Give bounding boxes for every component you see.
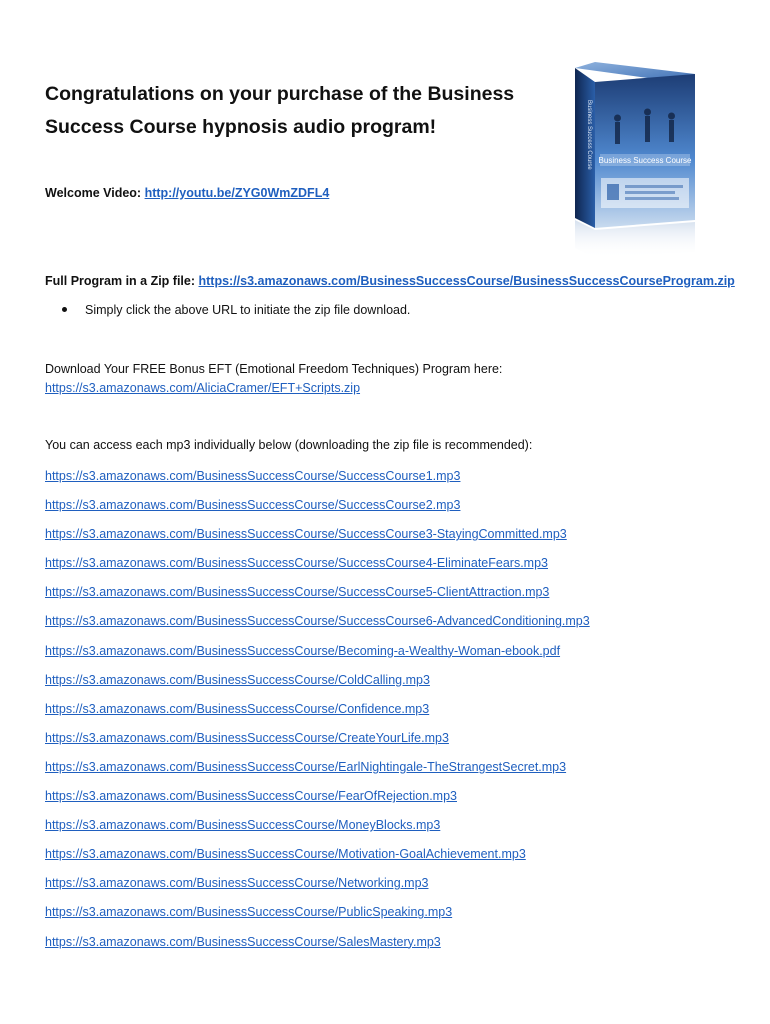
box-front-title: Business Success Course (598, 156, 692, 165)
title-line-1: Congratulations on your purchase of the Business (45, 83, 515, 105)
mp3-link[interactable]: https://s3.amazonaws.com/BusinessSuccessCourse/FearOfRejection.mp3 (45, 789, 457, 804)
welcome-video-label: Welcome Video: (45, 186, 145, 200)
mp3-link[interactable]: https://s3.amazonaws.com/BusinessSuccessCourse/SalesMastery.mp3 (45, 934, 441, 949)
mp3-link[interactable]: https://s3.amazonaws.com/BusinessSuccessCourse/SuccessCourse1.mp3 (45, 469, 461, 483)
product-box-image (545, 60, 710, 260)
mp3-link[interactable]: https://s3.amazonaws.com/BusinessSuccessCourse/PublicSpeaking.mp3 (45, 905, 453, 920)
mp3-link[interactable]: https://s3.amazonaws.com/BusinessSuccessCourse/CreateYourLife.mp3 (45, 730, 449, 745)
welcome-video-link[interactable]: http://youtu.be/ZYG0WmZDFL4 (144, 186, 330, 200)
welcome-video-line (45, 186, 329, 200)
list-item (45, 468, 590, 497)
list-item (45, 904, 590, 933)
mp3-link[interactable]: https://s3.amazonaws.com/BusinessSuccessCourse/SuccessCourse6-AdvancedConditioning.mp3 (45, 614, 590, 629)
mp3-link[interactable]: https://s3.amazonaws.com/BusinessSuccessCourse/Networking.mp3 (45, 876, 429, 891)
list-item (45, 526, 590, 555)
eft-intro-text: Download Your FREE Bonus EFT (Emotional Freedom Techniques) Program here: (45, 362, 503, 376)
mp3-link-list (45, 468, 590, 963)
title-line-2: Success Course hypnosis audio program! (45, 116, 437, 138)
full-program-link[interactable]: https://s3.amazonaws.com/BusinessSuccessCourse/BusinessSuccessCourseProgram.zip (198, 274, 735, 288)
list-item (45, 846, 590, 875)
list-item (45, 555, 590, 584)
box-spine-title: Business Success Course (586, 100, 592, 170)
eft-link[interactable]: https://s3.amazonaws.com/AliciaCramer/EFT+Scripts.zip (45, 381, 361, 395)
mp3-link[interactable]: https://s3.amazonaws.com/BusinessSuccessCourse/Motivation-GoalAchievement.mp3 (45, 847, 526, 862)
mp3-link[interactable]: https://s3.amazonaws.com/BusinessSuccessCourse/ColdCalling.mp3 (45, 672, 430, 687)
full-program-line (45, 274, 735, 288)
mp3-intro-text: You can access each mp3 individually below (downloading the zip file is recommended): (45, 438, 533, 452)
mp3-link[interactable]: https://s3.amazonaws.com/BusinessSuccessCourse/SuccessCourse2.mp3 (45, 498, 461, 513)
list-item (45, 817, 590, 846)
bullet-icon (62, 307, 67, 312)
list-item (45, 788, 590, 817)
list-item (45, 497, 590, 526)
eft-link-line (45, 381, 360, 395)
mp3-link[interactable]: https://s3.amazonaws.com/BusinessSuccessCourse/Confidence.mp3 (45, 701, 430, 716)
list-item (45, 759, 590, 788)
list-item (45, 934, 590, 963)
list-item (45, 643, 590, 672)
mp3-link[interactable]: https://s3.amazonaws.com/BusinessSuccessCourse/SuccessCourse3-StayingCommitted.mp3 (45, 527, 567, 542)
page-title (45, 78, 535, 144)
full-program-label: Full Program in a Zip file: (45, 274, 199, 288)
pdf-link[interactable]: https://s3.amazonaws.com/BusinessSuccessCourse/Becoming-a-Wealthy-Woman-ebook.pdf (45, 643, 561, 658)
list-item (45, 730, 590, 759)
list-item (45, 875, 590, 904)
mp3-link[interactable]: https://s3.amazonaws.com/BusinessSuccessCourse/SuccessCourse5-ClientAttraction.mp3 (45, 585, 550, 600)
list-item (45, 672, 590, 701)
mp3-link[interactable]: https://s3.amazonaws.com/BusinessSuccessCourse/SuccessCourse4-EliminateFears.mp3 (45, 556, 548, 571)
list-item (45, 584, 590, 613)
list-item (45, 701, 590, 730)
mp3-link[interactable]: https://s3.amazonaws.com/BusinessSuccessCourse/MoneyBlocks.mp3 (45, 818, 441, 833)
list-item (45, 613, 590, 642)
full-program-bullet (62, 303, 410, 317)
mp3-link[interactable]: https://s3.amazonaws.com/BusinessSuccessCourse/EarlNightingale-TheStrangestSecret.mp3 (45, 759, 567, 774)
full-program-bullet-text: Simply click the above URL to initiate the zip file download. (85, 303, 411, 317)
